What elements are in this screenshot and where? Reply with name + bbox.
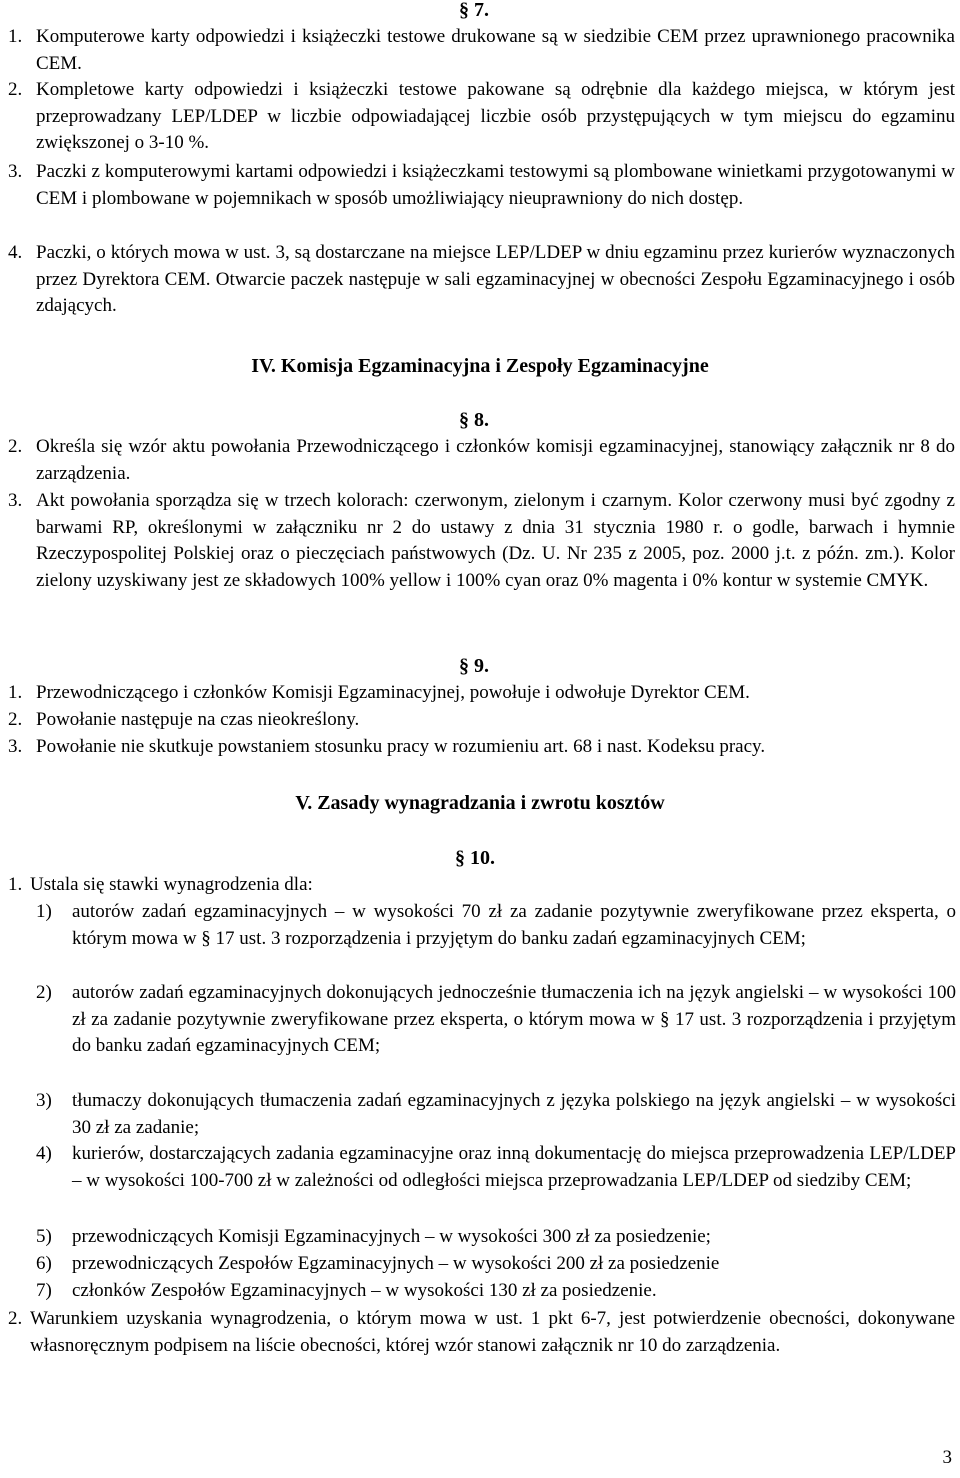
item-number: 4. (8, 242, 23, 263)
subitem-number: 1) (36, 901, 52, 922)
section-10-item-1 (8, 872, 955, 899)
subitem-text: autorów zadań egzaminacyjnych – w wysokości 70 zł za zadanie pozytywnie zweryfikowane przez eksperta, o którym mowa w § 17 ust. 3 rozporządzenia i przyjętym do banku zadań egzaminacyjnych CEM; (72, 901, 956, 949)
chapter-v-heading: V. Zasady wynagradzania i zwrotu kosztów (295, 792, 665, 814)
section-7-item-3 (8, 159, 955, 212)
section-7-item-1 (8, 24, 955, 77)
item-number: 3. (8, 161, 23, 182)
section-9-item-1 (8, 680, 955, 707)
section-10-item-2 (8, 1306, 955, 1359)
section-8-item-2 (8, 434, 955, 487)
item-number: 2. (8, 436, 23, 457)
section-9-item-3 (8, 734, 955, 761)
section-7-title: § 7. (459, 0, 489, 21)
item-number: 3. (8, 490, 23, 511)
item-text: Komputerowe karty odpowiedzi i książeczki testowe drukowane są w siedzibie CEM przez uprawnionego pracownika CEM. (36, 26, 955, 74)
item-number: 1. (8, 26, 23, 47)
subitem-number: 2) (36, 982, 52, 1003)
item-text: Przewodniczącego i członków Komisji Egzaminacyjnej, powołuje i odwołuje Dyrektor CEM. (36, 682, 750, 703)
subitem-text: członków Zespołów Egzaminacyjnych – w wysokości 130 zł za posiedzenie. (72, 1280, 657, 1301)
item-text: Akt powołania sporządza się w trzech kolorach: czerwonym, zielonym i czarnym. Kolor czerwony musi być zgodny z barwami RP, określonymi w załączniku nr 2 do ustawy z dnia 31 stycznia 1980 r. o godle, barwach i hymnie Rzeczypospolitej Polskiej oraz o pieczęciach państwowych (Dz. U. Nr 235 z 2005, poz. 2000 j.t. z późn. zm.). Kolor zielony uzyskiwany jest ze składowych 100% yellow i 100% cyan oraz 0% magenta i 0% kontur w systemie CMYK. (36, 490, 955, 591)
subitem-number: 7) (36, 1280, 52, 1301)
section-10-subitem-2 (36, 980, 956, 1060)
section-9-item-2 (8, 707, 955, 734)
subitem-number: 3) (36, 1090, 52, 1111)
section-10-subitem-5 (36, 1224, 956, 1251)
item-number: 2. (8, 1308, 23, 1329)
item-number: 1. (8, 874, 23, 895)
item-text: Kompletowe karty odpowiedzi i książeczki testowe pakowane są odrębnie dla każdego miejsca, w którym jest przeprowadzany LEP/LDEP w liczbie odpowiadającej liczbie osób przystępujących w tym miejscu do egzaminu zwiększonej o 3-10 %. (36, 79, 955, 154)
item-text: Określa się wzór aktu powołania Przewodniczącego i członków komisji egzaminacyjnej, stanowiący załącznik nr 8 do zarządzenia. (36, 436, 955, 484)
section-7-item-2 (8, 77, 955, 157)
chapter-iv-heading: IV. Komisja Egzaminacyjna i Zespoły Egzaminacyjne (251, 355, 709, 377)
section-9-title: § 9. (459, 655, 489, 677)
subitem-text: przewodniczących Komisji Egzaminacyjnych – w wysokości 300 zł za posiedzenie; (72, 1226, 711, 1247)
subitem-text: tłumaczy dokonujących tłumaczenia zadań egzaminacyjnych z języka polskiego na język angielski – w wysokości 30 zł za zadanie; (72, 1090, 956, 1138)
subitem-text: kurierów, dostarczających zadania egzaminacyjne oraz inną dokumentację do miejsca przeprowadzenia LEP/LDEP – w wysokości 100-700 zł w zależności od odległości miejsca przeprowadzania LEP/LDEP od siedziby CEM; (72, 1143, 956, 1191)
item-number: 1. (8, 682, 23, 703)
section-8-title: § 8. (459, 409, 489, 431)
section-8-item-3 (8, 488, 955, 594)
item-text: Ustala się stawki wynagrodzenia dla: (30, 874, 313, 895)
section-10-subitem-7 (36, 1278, 956, 1305)
subitem-text: autorów zadań egzaminacyjnych dokonujących jednocześnie tłumaczenia ich na język angielski – w wysokości 100 zł za zadanie pozytywnie zweryfikowane przez eksperta, o którym mowa w § 17 ust. 3 rozporządzenia i przyjętym do banku zadań egzaminacyjnych CEM; (72, 982, 956, 1057)
item-number: 3. (8, 736, 23, 757)
item-number: 2. (8, 709, 23, 730)
subitem-number: 4) (36, 1143, 52, 1164)
subitem-number: 6) (36, 1253, 52, 1274)
item-number: 2. (8, 79, 23, 100)
item-text: Warunkiem uzyskania wynagrodzenia, o którym mowa w ust. 1 pkt 6-7, jest potwierdzenie obecności, dokonywane własnoręcznym podpisem na liście obecności, której wzór stanowi załącznik nr 10 do zarządzenia. (30, 1308, 955, 1356)
section-7-item-4 (8, 240, 955, 320)
item-text: Powołanie następuje na czas nieokreślony. (36, 709, 360, 730)
section-10-subitem-6 (36, 1251, 956, 1278)
section-10-subitem-4 (36, 1141, 956, 1194)
section-10-title: § 10. (455, 847, 495, 869)
subitem-text: przewodniczących Zespołów Egzaminacyjnych – w wysokości 200 zł za posiedzenie (72, 1253, 720, 1274)
section-10-subitem-3 (36, 1088, 956, 1141)
item-text: Paczki, o których mowa w ust. 3, są dostarczane na miejsce LEP/LDEP w dniu egzaminu przez kurierów wyznaczonych przez Dyrektora CEM. Otwarcie paczek następuje w sali egzaminacyjnej w obecności Zespołu Egzaminacyjnego i osób zdających. (36, 242, 955, 317)
subitem-number: 5) (36, 1226, 52, 1247)
item-text: Paczki z komputerowymi kartami odpowiedzi i książeczkami testowymi są plombowane winietkami przygotowanymi w CEM i plombowane w pojemnikach w sposób umożliwiający nieuprawniony do nich dostęp. (36, 161, 955, 209)
page-number: 3 (942, 1447, 952, 1469)
section-10-subitem-1 (36, 899, 956, 952)
item-text: Powołanie nie skutkuje powstaniem stosunku pracy w rozumieniu art. 68 i nast. Kodeksu pracy. (36, 736, 766, 757)
